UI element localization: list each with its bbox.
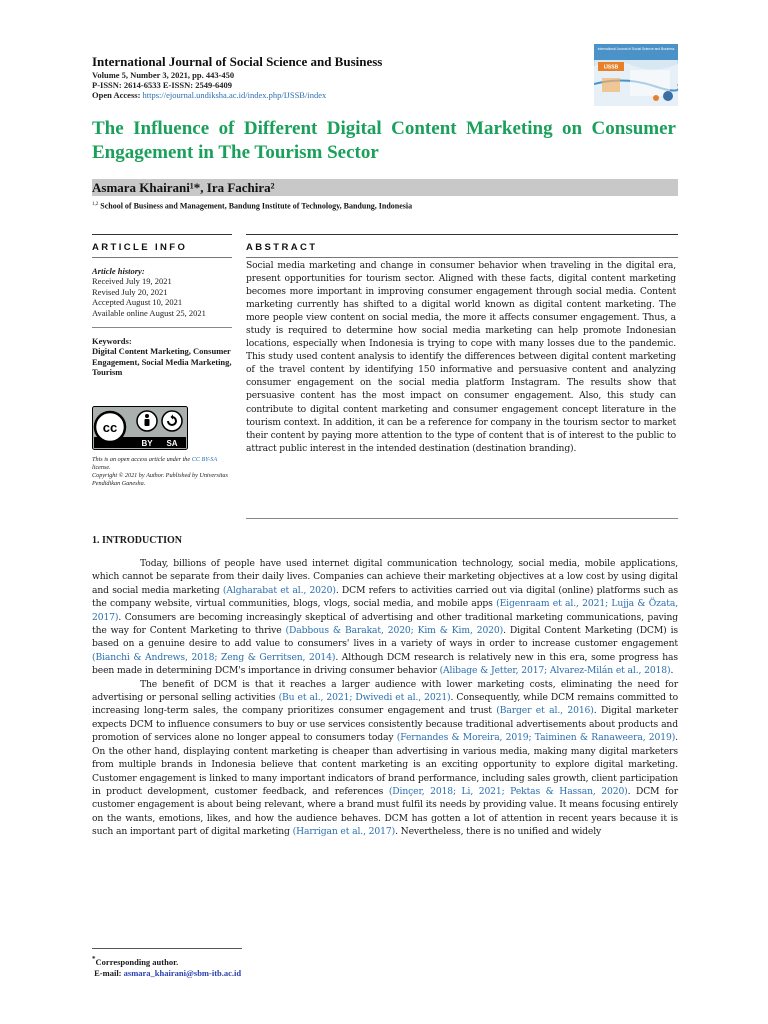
affiliation-text: School of Business and Management, Bandung Institute of Technology, Bandung, Indonesia <box>100 201 413 211</box>
citation-link[interactable]: (Bu et al., 2021; Dwivedi et al., 2021) <box>278 692 451 704</box>
citation-link[interactable]: (Harrigan et al., 2017) <box>292 826 396 838</box>
citation-link[interactable]: (Eigenraam et al., 2021; Lujja & Özata, 2017) <box>92 598 678 623</box>
journal-issn: P-ISSN: 2614-6533 E-ISSN: 2549-6409 <box>92 80 233 90</box>
affiliation-sup: 1,2 <box>92 202 99 207</box>
text-run: Today, billions of people have used internet digital communication technology, social media, mobile applications, which cannot be separate from their daily lives. Companies can achieve their marketing objectives at a low cost by using digital and social media marketing <box>92 558 678 596</box>
footnote <box>92 954 241 979</box>
article-history-label: Article history: <box>92 266 145 276</box>
license-suffix: license. <box>92 464 111 471</box>
text-run: The benefit of DCM is that it reaches a larger audience with lower marketing costs, eliminating the need for advertising or personal selling activities <box>92 678 678 704</box>
text-run: . DCM for customer engagement is about being relevant, where a brand must fulfil its needs by providing value. It means focusing entirely on the wants, emotions, likes, and how the audience behaves. DCM has gotten a lot of attention in recent years because it is such an important part of digital marketing <box>92 785 678 838</box>
corresponding-author-label: Corresponding author. <box>95 956 179 967</box>
journal-name: International Journal of Social Science and Business <box>92 54 383 69</box>
journal-cover-image <box>594 44 678 106</box>
text-run: . Digital marketer expects DCM to influence consumers to buy or use services consistently because traditional advertisements about products and promotion of services alone no longer appeal to consumers today <box>92 705 678 744</box>
journal-url-link[interactable]: https://ejournal.undiksha.ac.id/index.php/IJSSB/index <box>142 90 327 100</box>
accepted-date: Accepted August 10, 2021 <box>92 297 183 308</box>
intro-paragraph-2 <box>92 678 678 839</box>
abstract-end-rule <box>246 518 678 519</box>
footnote-rule <box>92 948 242 949</box>
corresponding-author: *Corresponding author. <box>92 955 179 967</box>
citation-link[interactable]: (Dinçer, 2018; Li, 2021; Pektas & Hassan, 2020) <box>388 785 628 797</box>
license-link[interactable]: CC BY-SA <box>191 456 218 463</box>
subheader-rule-left <box>92 257 232 258</box>
header-rule-right <box>246 234 678 235</box>
citation-link[interactable]: (Algharabat et al., 2020) <box>222 584 336 596</box>
cover-title: International Journal of Social Science and Business <box>597 47 675 51</box>
journal-header <box>92 54 592 100</box>
copyright-notice: Copyright © 2021 by Author. Published by Universitas Pendidikan Ganesha. <box>92 472 228 487</box>
cover-badge: IJSSB <box>603 64 619 71</box>
license-notice <box>92 456 234 488</box>
affiliation <box>92 199 412 212</box>
introduction-body <box>92 557 678 839</box>
info-divider <box>92 327 232 328</box>
journal-volume: Volume 5, Number 3, 2021, pp. 443-450 <box>92 70 235 80</box>
text-run: . Nevertheless, there is no unified and widely <box>395 826 602 838</box>
abstract-text: Social media marketing and change in consumer behavior when traveling in the digital era, present opportunities for tourism sector. Aligned with these facts, digital content marketing becomes more important in improving consumer engagement through social media. Content marketing currently has shifted to a digital world known as digital content marketing. The more people view content on social media, the more it affects consumer engagement. Thus, a study is required to determine how social media marketing can help promote Indonesian locations, especially when Indonesia is trying to cope with many losses due to the pandemic. This study used content analysis to identify the differences between digital content marketing of the travel content by identifying 150 informative and persuasive content and analyzing consumer engagement on the social media platform Instagram. The results show that persuasive content has the most impact on consumer engagement. Also, this study can contribute to digital content marketing and consumer engagement concept literature in the tourism context. In addition, it can be a reference for company in the tourism sector to market their content by paying more attention to the type of content that is of interest to the public to attract public interest in the intended destination (destination branding). <box>246 260 676 454</box>
citation-link[interactable]: (Fernandes & Moreira, 2019; Taiminen & Ranaweera, 2019) <box>396 732 676 744</box>
subheader-rule-right <box>246 257 678 258</box>
citation-link[interactable]: (Bianchi & Andrews, 2018; Zeng & Gerritsen, 2014) <box>92 651 336 663</box>
citation-link[interactable]: (Dabbous & Barakat, 2020; Kim & Kim, 2020) <box>285 625 504 637</box>
available-date: Available online August 25, 2021 <box>92 307 206 318</box>
email-label: E-mail: <box>94 967 122 978</box>
citation-link[interactable]: (Alibage & Jetter, 2017; Alvarez-Milán et al., 2018) <box>439 665 671 677</box>
text-run: . On the other hand, displaying content marketing is cheaper than advertising in various media, making many digital marketers from multiple brands in Indonesia believe that content marketing is an exciting opportunity to explore digital marketing. Customer engagement is linked to many important indicators of brand performance, including sales growth, client participation in product development, customer feedback, and references <box>92 732 678 797</box>
paper-title: The Influence of Different Digital Content Marketing on Consumer Engagement in The Tourism Sector <box>92 118 676 163</box>
open-access-line <box>92 90 592 100</box>
text-run: . DCM refers to activities carried out via digital (online) platforms such as the company website, virtual communities, blogs, vlogs, social media, and mobile apps <box>92 584 679 610</box>
open-access-label: Open Access: <box>92 90 141 100</box>
text-run: . <box>670 665 674 677</box>
keywords-text: Digital Content Marketing, Consumer Engagement, Social Media Marketing, Tourism <box>92 346 232 378</box>
introduction-heading: 1. INTRODUCTION <box>92 535 183 546</box>
text-run: . Digital Content Marketing (DCM) is based on a genuine desire to add value to consumers' lives in a variety of ways in order to increase customer engagement <box>92 625 678 650</box>
cc-by-label: BY <box>141 439 153 448</box>
text-run: . Consumers are becoming increasingly skeptical of advertising and other traditional marketing communications, paving the way for Content Marketing to thrive <box>92 611 678 637</box>
article-info-heading: ARTICLE INFO <box>92 242 188 253</box>
cc-sa-label: SA <box>166 439 178 448</box>
cc-by-sa-badge[interactable] <box>92 406 188 450</box>
paper-authors: Asmara Khairani¹*, Ira Fachira² <box>92 180 275 195</box>
intro-paragraph-1 <box>92 557 678 678</box>
keywords-label: Keywords: <box>92 336 132 347</box>
article-info <box>92 266 232 378</box>
abstract-heading: ABSTRACT <box>246 242 318 253</box>
cc-logo-text: cc <box>102 420 118 435</box>
email-link[interactable]: asmara_khairani@sbm-itb.ac.id <box>123 967 242 978</box>
text-run: . Although DCM research is relatively new in this era, some progress has been made in determining DCM's importance in driving consumer behavior <box>92 651 678 677</box>
citation-link[interactable]: (Barger et al., 2016) <box>496 705 594 717</box>
received-date: Received July 19, 2021 <box>92 276 172 287</box>
revised-date: Revised July 20, 2021 <box>92 286 168 297</box>
email-line <box>92 968 241 979</box>
license-prefix: This is an open access article under the <box>92 456 191 463</box>
text-run: . Consequently, while DCM remains committed to increasing long-term sales, the company prioritizes consumer engagement and trust <box>92 692 678 717</box>
header-rule-left <box>92 234 232 235</box>
